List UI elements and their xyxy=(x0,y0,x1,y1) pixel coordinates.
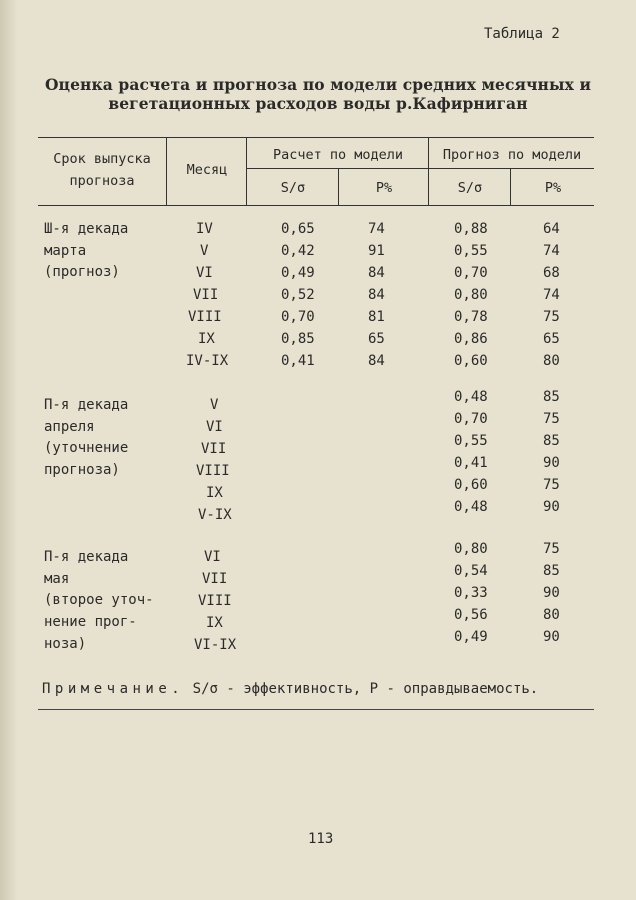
forecast-s-cell: 0,70 xyxy=(454,265,488,281)
month-cell: IV-IX xyxy=(186,353,229,369)
forecast-s-cell: 0,48 xyxy=(454,499,488,515)
forecast-s-cell: 0,80 xyxy=(454,541,488,557)
forecast-p-cell: 74 xyxy=(543,287,560,303)
forecast-s-cell: 0,78 xyxy=(454,309,488,325)
forecast-p-cell: 90 xyxy=(543,499,560,515)
table-label: Таблица 2 xyxy=(484,26,560,42)
forecast-s-cell: 0,56 xyxy=(454,607,488,623)
col-divider-1 xyxy=(166,137,167,205)
forecast-p-cell: 75 xyxy=(543,477,560,493)
forecast-s-cell: 0,48 xyxy=(454,389,488,405)
calc-p-cell: 81 xyxy=(368,309,385,325)
forecast-p-cell: 85 xyxy=(543,433,560,449)
header-calc: Расчет по модели xyxy=(272,147,404,163)
month-cell: IX xyxy=(206,485,223,501)
forecast-s-cell: 0,80 xyxy=(454,287,488,303)
forecast-p-cell: 75 xyxy=(543,541,560,557)
header-month: Месяц xyxy=(186,162,228,178)
calc-s-cell: 0,52 xyxy=(281,287,315,303)
forecast-p-cell: 90 xyxy=(543,585,560,601)
forecast-s-cell: 0,49 xyxy=(454,629,488,645)
month-cell: V xyxy=(210,397,219,413)
note-lead: Примечание. xyxy=(42,681,185,697)
forecast-s-cell: 0,55 xyxy=(454,433,488,449)
title-line-1: Оценка расчета и прогноза по модели средних месячных и xyxy=(44,75,592,94)
month-cell: V-IX xyxy=(198,507,232,523)
forecast-p-cell: 75 xyxy=(543,411,560,427)
forecast-s-cell: 0,54 xyxy=(454,563,488,579)
calc-p-cell: 84 xyxy=(368,353,385,369)
header-bottom-rule xyxy=(38,205,594,206)
header-forecast-s-sigma: S/σ xyxy=(457,180,483,196)
page-number: 113 xyxy=(308,831,334,847)
title-line-2: вегетационных расходов воды р.Кафирниган xyxy=(108,94,528,113)
subheader-rule xyxy=(246,168,594,169)
forecast-s-cell: 0,86 xyxy=(454,331,488,347)
month-cell: IX xyxy=(198,331,215,347)
calc-p-cell: 84 xyxy=(368,287,385,303)
calc-s-cell: 0,42 xyxy=(281,243,315,259)
col-divider-2 xyxy=(246,137,247,205)
group-label-may: П-я декада мая (второе уточ- нение прог- ноза) xyxy=(44,549,154,652)
calc-s-cell: 0,41 xyxy=(281,353,315,369)
month-cell: VI-IX xyxy=(194,637,237,653)
forecast-s-cell: 0,70 xyxy=(454,411,488,427)
month-cell: V xyxy=(200,243,209,259)
forecast-p-cell: 65 xyxy=(543,331,560,347)
forecast-p-cell: 90 xyxy=(543,629,560,645)
month-cell: VIII xyxy=(196,463,230,479)
forecast-p-cell: 80 xyxy=(543,607,560,623)
calc-s-cell: 0,65 xyxy=(281,221,315,237)
month-cell: VI xyxy=(196,265,213,281)
forecast-s-cell: 0,60 xyxy=(454,477,488,493)
page-spine-shadow xyxy=(0,0,18,900)
month-cell: IX xyxy=(206,615,223,631)
calc-p-cell: 65 xyxy=(368,331,385,347)
calc-s-cell: 0,85 xyxy=(281,331,315,347)
calc-p-cell: 91 xyxy=(368,243,385,259)
month-cell: VII xyxy=(202,571,228,587)
group-label-april: П-я декада апреля (уточнение прогноза) xyxy=(44,397,129,479)
forecast-s-cell: 0,41 xyxy=(454,455,488,471)
month-cell: VII xyxy=(201,441,227,457)
month-cell: VIII xyxy=(188,309,222,325)
table-title xyxy=(40,75,596,113)
month-cell: VI xyxy=(206,419,223,435)
header-forecast: Прогноз по модели xyxy=(442,147,582,163)
calc-p-cell: 74 xyxy=(368,221,385,237)
forecast-p-cell: 90 xyxy=(543,455,560,471)
forecast-p-cell: 80 xyxy=(543,353,560,369)
calc-s-cell: 0,70 xyxy=(281,309,315,325)
forecast-p-cell: 68 xyxy=(543,265,560,281)
forecast-p-cell: 85 xyxy=(543,563,560,579)
month-cell: VIII xyxy=(198,593,232,609)
forecast-p-cell: 64 xyxy=(543,221,560,237)
month-cell: IV xyxy=(196,221,213,237)
forecast-p-cell: 75 xyxy=(543,309,560,325)
month-cell: VII xyxy=(193,287,219,303)
forecast-s-cell: 0,88 xyxy=(454,221,488,237)
note-text: S/σ - эффективность, Р - оправдываемость. xyxy=(184,681,539,697)
calc-s-cell: 0,49 xyxy=(281,265,315,281)
col-divider-5 xyxy=(510,168,511,205)
forecast-p-cell: 85 xyxy=(543,389,560,405)
header-calc-s-sigma: S/σ xyxy=(280,180,306,196)
col-divider-3 xyxy=(338,168,339,205)
group-label-march: Ш-я декада марта (прогноз) xyxy=(44,221,129,281)
forecast-s-cell: 0,60 xyxy=(454,353,488,369)
month-cell: VI xyxy=(204,549,221,565)
header-calc-p: P% xyxy=(375,180,393,196)
calc-p-cell: 84 xyxy=(368,265,385,281)
table-note xyxy=(42,681,538,697)
header-forecast-p: P% xyxy=(544,180,562,196)
col-divider-4 xyxy=(428,137,429,205)
forecast-s-cell: 0,55 xyxy=(454,243,488,259)
forecast-s-cell: 0,33 xyxy=(454,585,488,601)
header-term: Срок выпуска прогноза xyxy=(53,151,151,189)
note-bottom-rule xyxy=(38,709,594,710)
table-top-rule xyxy=(38,137,594,138)
forecast-p-cell: 74 xyxy=(543,243,560,259)
